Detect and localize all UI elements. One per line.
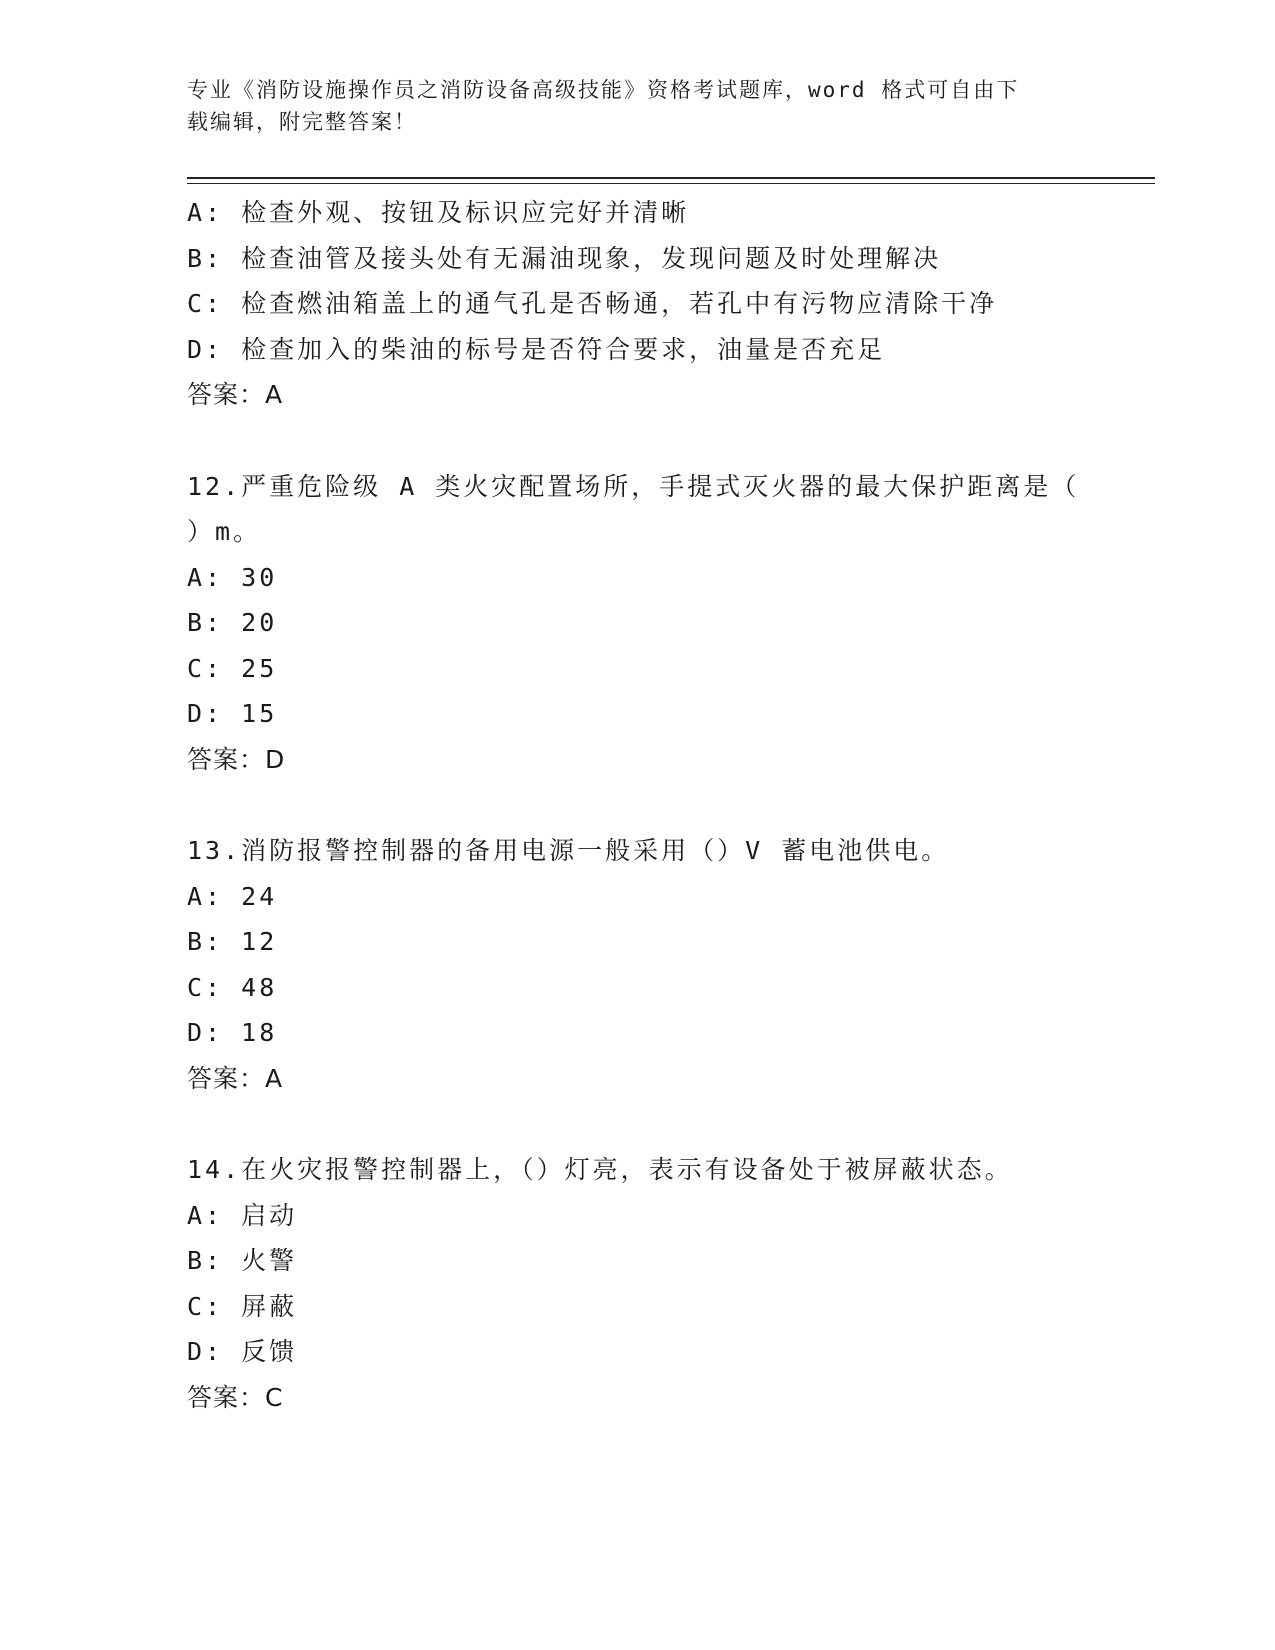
header-divider-thin xyxy=(187,183,1155,184)
option-b: B: 12 xyxy=(187,927,278,956)
answer-line: 答案：C xyxy=(187,1382,284,1412)
option-b: B: 检查油管及接头处有无漏油现象，发现问题及时处理解决 xyxy=(187,243,942,273)
option-c: C: 检查燃油箱盖上的通气孔是否畅通，若孔中有污物应清除干净 xyxy=(187,289,998,318)
question-stem-line: ）m。 xyxy=(187,517,262,546)
option-c: C: 屏蔽 xyxy=(187,1291,298,1321)
question-stem-line: 13.消防报警控制器的备用电源一般采用（）V 蓄电池供电。 xyxy=(187,836,950,865)
option-a: A: 检查外观、按钮及标识应完好并清晰 xyxy=(187,198,690,227)
option-a: A: 启动 xyxy=(187,1200,298,1230)
question-stem-line: 12.严重危险级 A 类火灾配置场所，手提式灭火器的最大保护距离是（ xyxy=(187,471,1080,501)
header-line-2: 载编辑，附完整答案！ xyxy=(187,110,417,134)
option-c: C: 48 xyxy=(187,972,278,1002)
question-block-14 xyxy=(187,1147,1087,1420)
question-block-13 xyxy=(187,828,1087,1101)
option-b: B: 火警 xyxy=(187,1246,298,1275)
option-d: D: 检查加入的柴油的标号是否符合要求，油量是否充足 xyxy=(187,334,886,364)
option-d: D: 18 xyxy=(187,1018,278,1047)
option-c: C: 25 xyxy=(187,653,278,683)
option-a: A: 24 xyxy=(187,881,278,911)
option-b: B: 20 xyxy=(187,608,278,637)
question-list xyxy=(187,190,1087,1420)
header-divider-thick xyxy=(187,177,1155,179)
document-header xyxy=(187,74,1087,138)
option-d: D: 反馈 xyxy=(187,1337,298,1366)
option-a: A: 30 xyxy=(187,562,278,592)
question-block-12 xyxy=(187,464,1087,783)
option-d: D: 15 xyxy=(187,699,278,728)
answer-line: 答案：D xyxy=(187,744,286,774)
answer-line: 答案：A xyxy=(187,380,284,409)
question-block-11 xyxy=(187,190,1087,418)
header-line-1: 专业《消防设施操作员之消防设备高级技能》资格考试题库，word 格式可自由下 xyxy=(187,78,1020,102)
question-stem-line: 14.在火灾报警控制器上，（）灯亮，表示有设备处于被屏蔽状态。 xyxy=(187,1155,1013,1184)
answer-line: 答案：A xyxy=(187,1063,284,1093)
